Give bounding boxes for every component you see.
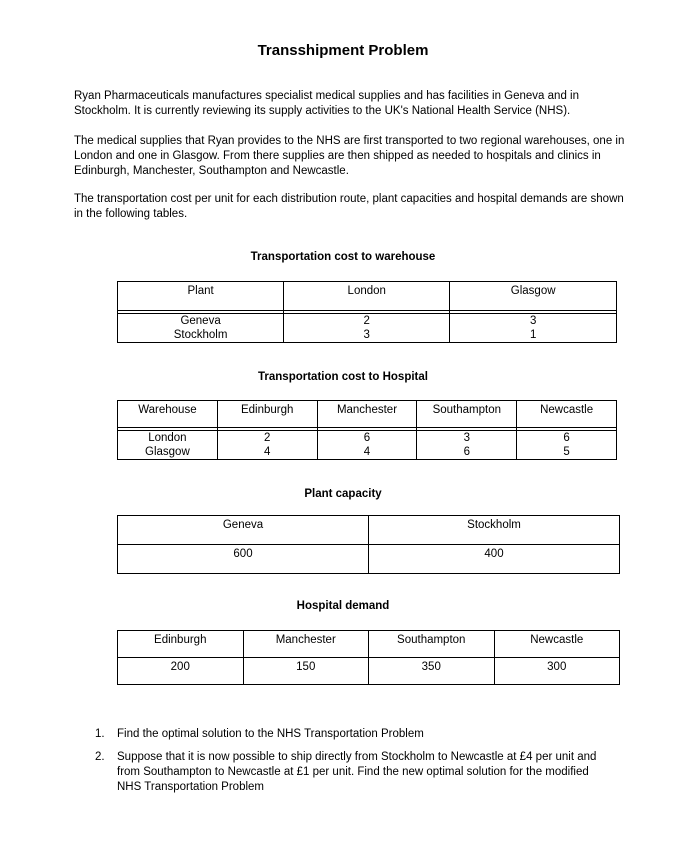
plant-capacity-table bbox=[117, 515, 620, 574]
table-header-cell: Southampton bbox=[369, 631, 495, 658]
table-cell: 4 bbox=[217, 445, 317, 460]
table-cell: London bbox=[118, 431, 218, 446]
question-list bbox=[95, 727, 615, 803]
table-header-cell: Southampton bbox=[417, 401, 517, 428]
table-cell: 3 bbox=[284, 328, 450, 343]
page-title: Transshipment Problem bbox=[257, 42, 429, 59]
warehouse-paragraph: The medical supplies that Ryan provides to the NHS are first transported to two regional warehouses, one in London and one in Glasgow. From there supplies are then shipped as needed to hospitals and clinics in Edinburgh, Manchester, Southampton and Newcastle. bbox=[74, 135, 625, 177]
question-number: 2. bbox=[95, 751, 105, 763]
table-header-cell: Edinburgh bbox=[118, 631, 244, 658]
table-cell: 5 bbox=[517, 445, 617, 460]
table-header-cell: Warehouse bbox=[118, 401, 218, 428]
table-cell: 350 bbox=[369, 658, 495, 685]
warehouse-table-caption: Transportation cost to warehouse bbox=[250, 251, 436, 263]
hospital-cost-table bbox=[117, 400, 617, 460]
table-cell: 2 bbox=[284, 314, 450, 329]
table-cell: 3 bbox=[417, 431, 517, 446]
table-cell: 6 bbox=[417, 445, 517, 460]
table-header-cell: London bbox=[284, 282, 450, 311]
table-cell: Glasgow bbox=[118, 445, 218, 460]
capacity-table-caption: Plant capacity bbox=[304, 488, 382, 500]
table-cell: Geneva bbox=[118, 314, 284, 329]
table-header-cell: Stockholm bbox=[369, 516, 620, 545]
table-header-cell: Manchester bbox=[317, 401, 417, 428]
table-cell: 1 bbox=[450, 328, 617, 343]
table-header-cell: Geneva bbox=[118, 516, 369, 545]
table-header-cell: Glasgow bbox=[450, 282, 617, 311]
table-cell: 300 bbox=[494, 658, 620, 685]
question-number: 1. bbox=[95, 728, 105, 740]
table-header-cell: Newcastle bbox=[517, 401, 617, 428]
question-text: Find the optimal solution to the NHS Transportation Problem bbox=[117, 728, 424, 740]
list-item bbox=[95, 727, 615, 742]
table-cell: Stockholm bbox=[118, 328, 284, 343]
warehouse-cost-table bbox=[117, 281, 617, 343]
hospital-table-caption: Transportation cost to Hospital bbox=[258, 371, 428, 383]
hospital-demand-table bbox=[117, 630, 620, 685]
intro-paragraph: Ryan Pharmaceuticals manufactures specialist medical supplies and has facilities in Geneva and in Stockholm. It is currently reviewing its supply activities to the UK's National Health Service (NHS). bbox=[74, 90, 579, 117]
table-cell: 6 bbox=[317, 431, 417, 446]
table-cell: 400 bbox=[369, 545, 620, 574]
table-cell: 4 bbox=[317, 445, 417, 460]
table-cell: 6 bbox=[517, 431, 617, 446]
table-cell: 150 bbox=[243, 658, 369, 685]
table-cell: 2 bbox=[217, 431, 317, 446]
table-header-cell: Edinburgh bbox=[217, 401, 317, 428]
question-text: Suppose that it is now possible to ship directly from Stockholm to Newcastle at £4 per unit and from Southampton to Newcastle at £1 per unit. Find the new optimal solution for the modified NHS Transportation Problem bbox=[117, 751, 597, 793]
table-cell: 600 bbox=[118, 545, 369, 574]
table-cell: 3 bbox=[450, 314, 617, 329]
table-header-cell: Newcastle bbox=[494, 631, 620, 658]
table-header-cell: Manchester bbox=[243, 631, 369, 658]
demand-table-caption: Hospital demand bbox=[296, 600, 390, 612]
table-cell: 200 bbox=[118, 658, 244, 685]
table-header-cell: Plant bbox=[118, 282, 284, 311]
list-item bbox=[95, 750, 615, 795]
tables-intro-paragraph: The transportation cost per unit for each distribution route, plant capacities and hospital demands are shown in the following tables. bbox=[74, 193, 624, 220]
